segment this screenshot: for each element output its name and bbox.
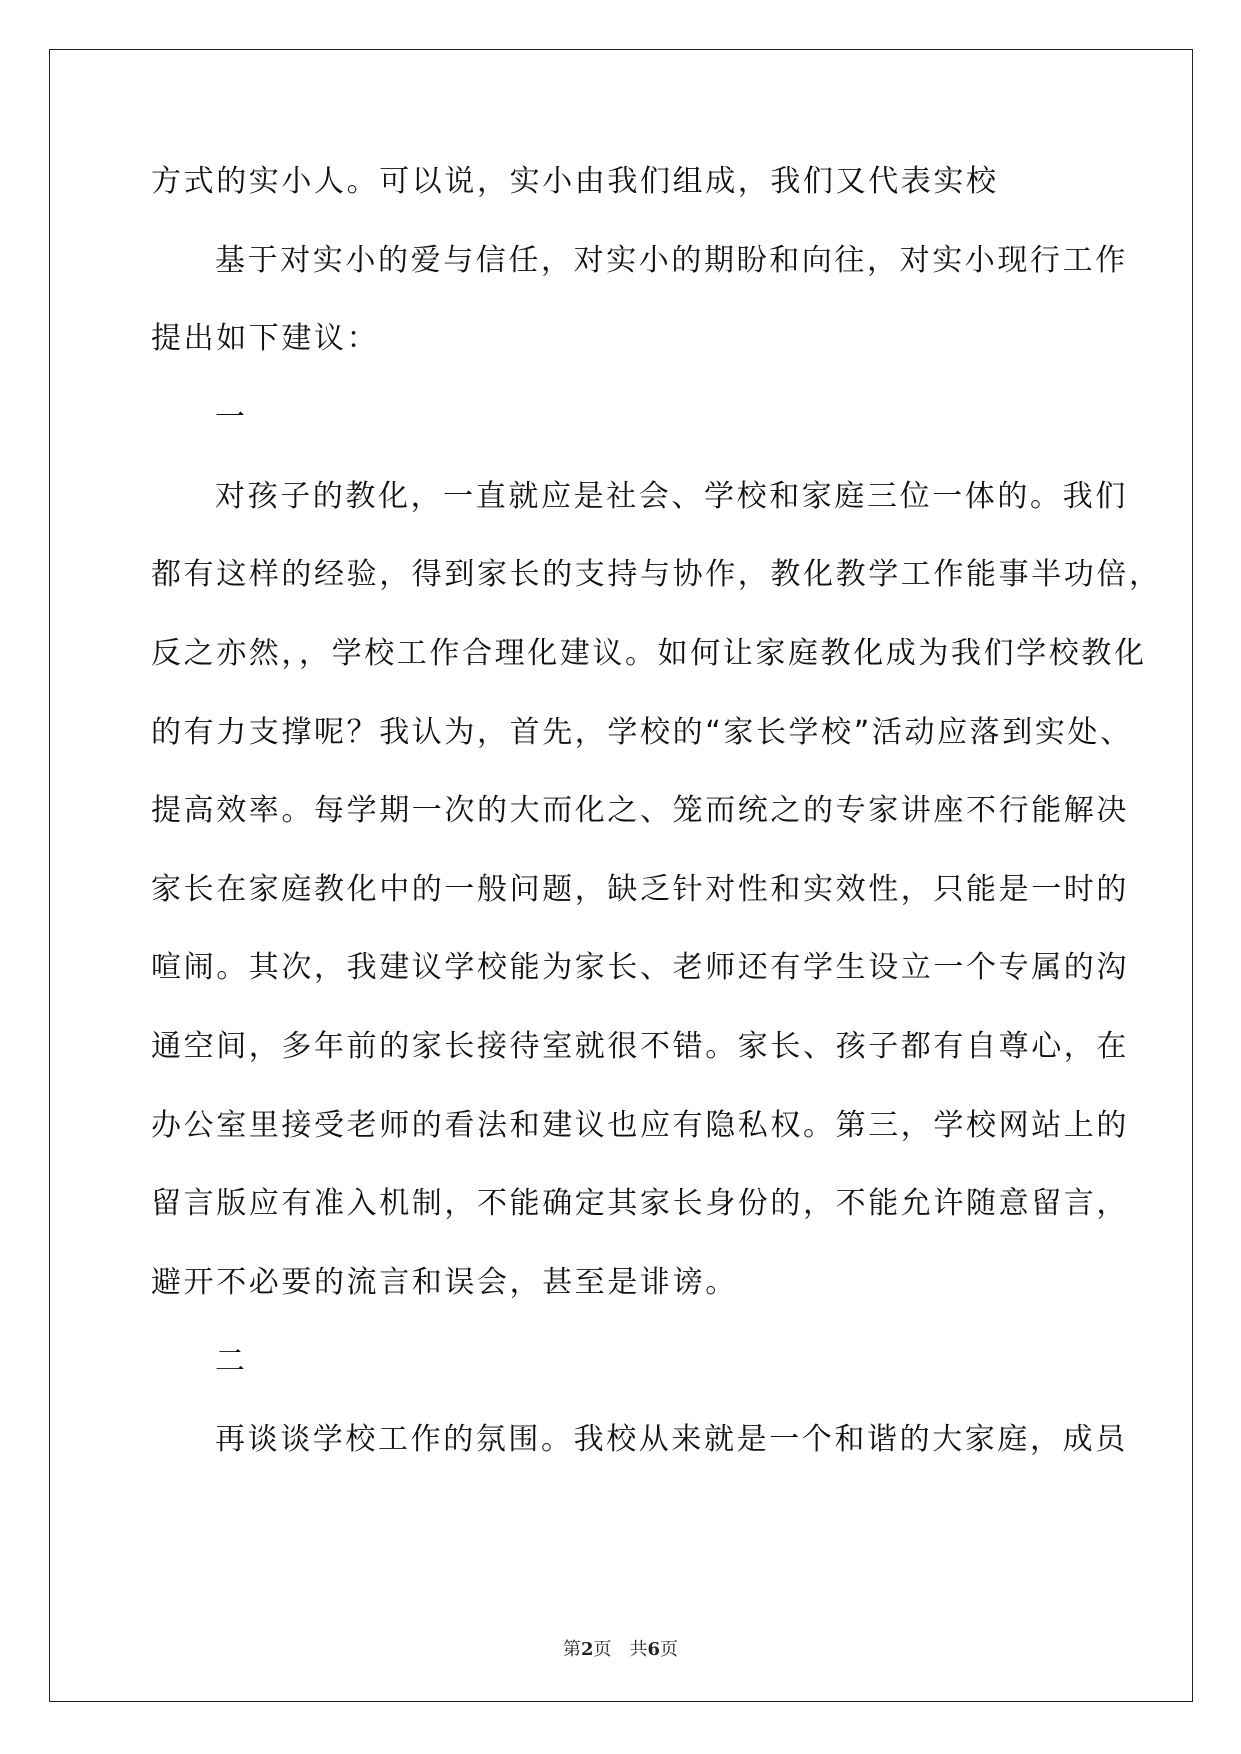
text-line: 方式的实小人。可以说，实小由我们组成，我们又代表实校 — [151, 164, 999, 199]
text-line: 家长在家庭教化中的一般问题，缺乏针对性和实效性，只能是一时的 — [151, 872, 1129, 907]
section-heading: 一 — [215, 400, 248, 435]
page-number-footer — [0, 1639, 1241, 1661]
total-page-number: 6 — [647, 1639, 661, 1660]
text-line: 通空间，多年前的家长接待室就很不错。家长、孩子都有自尊心，在 — [151, 1029, 1129, 1064]
text-line: 基于对实小的爱与信任，对实小的期盼和向往，对实小现行工作 — [215, 243, 1128, 278]
text-line: 的有力支撑呢？我认为，首先，学校的“家长学校”活动应落到实处、 — [151, 715, 1133, 750]
text-line: 都有这样的经验，得到家长的支持与协作，教化教学工作能事半功倍， — [151, 557, 1162, 592]
text-line: 再谈谈学校工作的氛围。我校从来就是一个和谐的大家庭，成员 — [215, 1422, 1128, 1457]
text-line: 反之亦然，，学校工作合理化建议。如何让家庭教化成为我们学校教化 — [151, 636, 1147, 671]
text-line: 留言版应有准入机制，不能确定其家长身份的，不能允许随意留言， — [151, 1186, 1129, 1221]
current-page-number: 2 — [580, 1639, 594, 1660]
text-line: 提出如下建议： — [151, 321, 380, 356]
section-heading: 二 — [215, 1344, 248, 1379]
text-line: 喧闹。其次，我建议学校能为家长、老师还有学生设立一个专属的沟 — [151, 950, 1129, 985]
page-suffix: 页 — [660, 1639, 679, 1660]
text-line: 对孩子的教化，一直就应是社会、学校和家庭三位一体的。我们 — [215, 479, 1128, 514]
text-line: 提高效率。每学期一次的大而化之、笼而统之的专家讲座不行能解决 — [151, 793, 1129, 828]
text-line: 避开不必要的流言和误会，甚至是诽谤。 — [151, 1265, 738, 1300]
page-prefix: 第 — [562, 1639, 581, 1660]
page-mid: 页 共 — [593, 1639, 648, 1660]
text-line: 办公室里接受老师的看法和建议也应有隐私权。第三，学校网站上的 — [151, 1108, 1129, 1143]
